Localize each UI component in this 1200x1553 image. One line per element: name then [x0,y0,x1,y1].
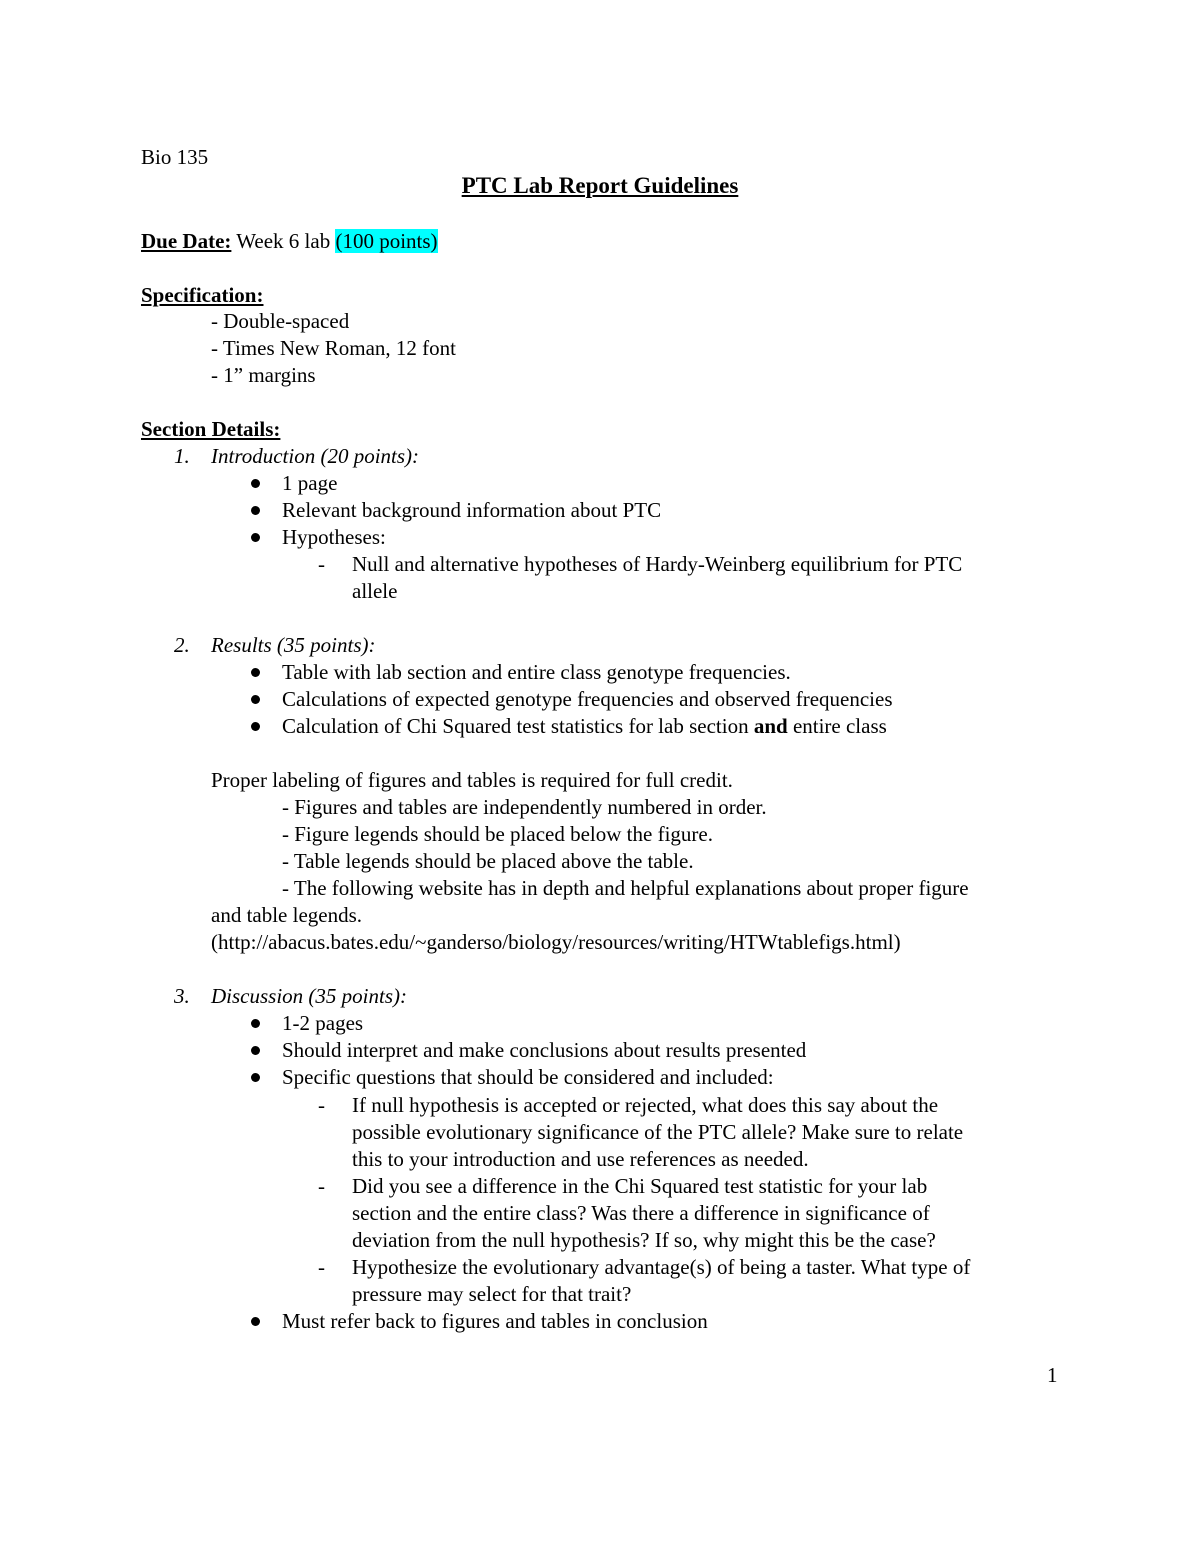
section-number: 2. [174,633,190,657]
list-item: 1-2 pages [282,1011,364,1035]
bullet-icon [251,1317,260,1326]
sub-item: Hypothesize the evolutionary advantage(s) of being a taster. What type of [352,1255,971,1279]
bullet-icon [251,1046,260,1055]
section-number: 1. [174,444,190,468]
labeling-item: - The following website has in depth and helpful explanations about proper figure [282,876,969,900]
course-label: Bio 135 [141,145,209,169]
dash-marker: - [318,1093,325,1117]
labeling-lead: Proper labeling of figures and tables is required for full credit. [211,768,733,792]
labeling-item: - Figure legends should be placed below the figure. [282,822,713,846]
list-item: Calculations of expected genotype frequencies and observed frequencies [282,687,893,711]
list-item: 1 page [282,471,338,495]
sub-item: section and the entire class? Was there a difference in significance of [352,1201,930,1225]
page-number: 1 [1047,1363,1058,1387]
bullet-icon [251,668,260,677]
spec-item: - 1” margins [211,363,316,387]
reference-url: (http://abacus.bates.edu/~ganderso/biology/resources/writing/HTWtablefigs.html) [211,930,901,954]
intro-heading: Introduction (20 points): [211,444,420,468]
labeling-item: - Table legends should be placed above the table. [282,849,694,873]
list-item: Relevant background information about PTC [282,498,662,522]
bullet-icon [251,1019,260,1028]
spec-item: - Double-spaced [211,309,350,333]
due-points-highlight: (100 points) [335,229,438,253]
bullet-icon [251,533,260,542]
specification-label: Specification: [141,283,264,307]
sub-item: If null hypothesis is accepted or rejected, what does this say about the [352,1093,939,1117]
due-date-text: Week 6 lab [231,229,336,253]
bullet-icon [251,695,260,704]
due-date-line [141,228,438,255]
list-item: Must refer back to figures and tables in conclusion [282,1309,708,1333]
bullet-icon [251,479,260,488]
bullet-icon [251,506,260,515]
list-item: Table with lab section and entire class genotype frequencies. [282,660,791,684]
spec-item: - Times New Roman, 12 font [211,336,457,360]
sub-item: pressure may select for that trait? [352,1282,632,1306]
list-item: Should interpret and make conclusions about results presented [282,1038,807,1062]
labeling-continuation: and table legends. [211,903,363,927]
bullet-icon [251,1073,260,1082]
list-item: Hypotheses: [282,525,386,549]
list-item-text: entire class [787,714,887,738]
sub-item: this to your introduction and use references as needed. [352,1147,809,1171]
dash-marker: - [318,1174,325,1198]
page-title: PTC Lab Report Guidelines [461,173,739,198]
list-item: Specific questions that should be considered and included: [282,1065,774,1089]
section-details-label: Section Details: [141,417,281,441]
list-item-text: Calculation of Chi Squared test statistics for lab section [282,714,754,738]
labeling-item: - Figures and tables are independently numbered in order. [282,795,767,819]
sub-item: possible evolutionary significance of the PTC allele? Make sure to relate [352,1120,964,1144]
discussion-heading: Discussion (35 points): [211,984,407,1008]
dash-marker: - [318,552,325,576]
dash-marker: - [318,1255,325,1279]
sub-item: Null and alternative hypotheses of Hardy-Weinberg equilibrium for PTC [352,552,963,576]
bullet-icon [251,722,260,731]
due-date-label: Due Date: [141,229,232,253]
results-heading: Results (35 points): [211,633,376,657]
sub-item: deviation from the null hypothesis? If so, why might this be the case? [352,1228,936,1252]
sub-item: allele [352,579,398,603]
list-item [282,713,887,740]
section-number: 3. [174,984,190,1008]
sub-item: Did you see a difference in the Chi Squared test statistic for your lab [352,1174,928,1198]
bold-word: and [753,714,788,738]
